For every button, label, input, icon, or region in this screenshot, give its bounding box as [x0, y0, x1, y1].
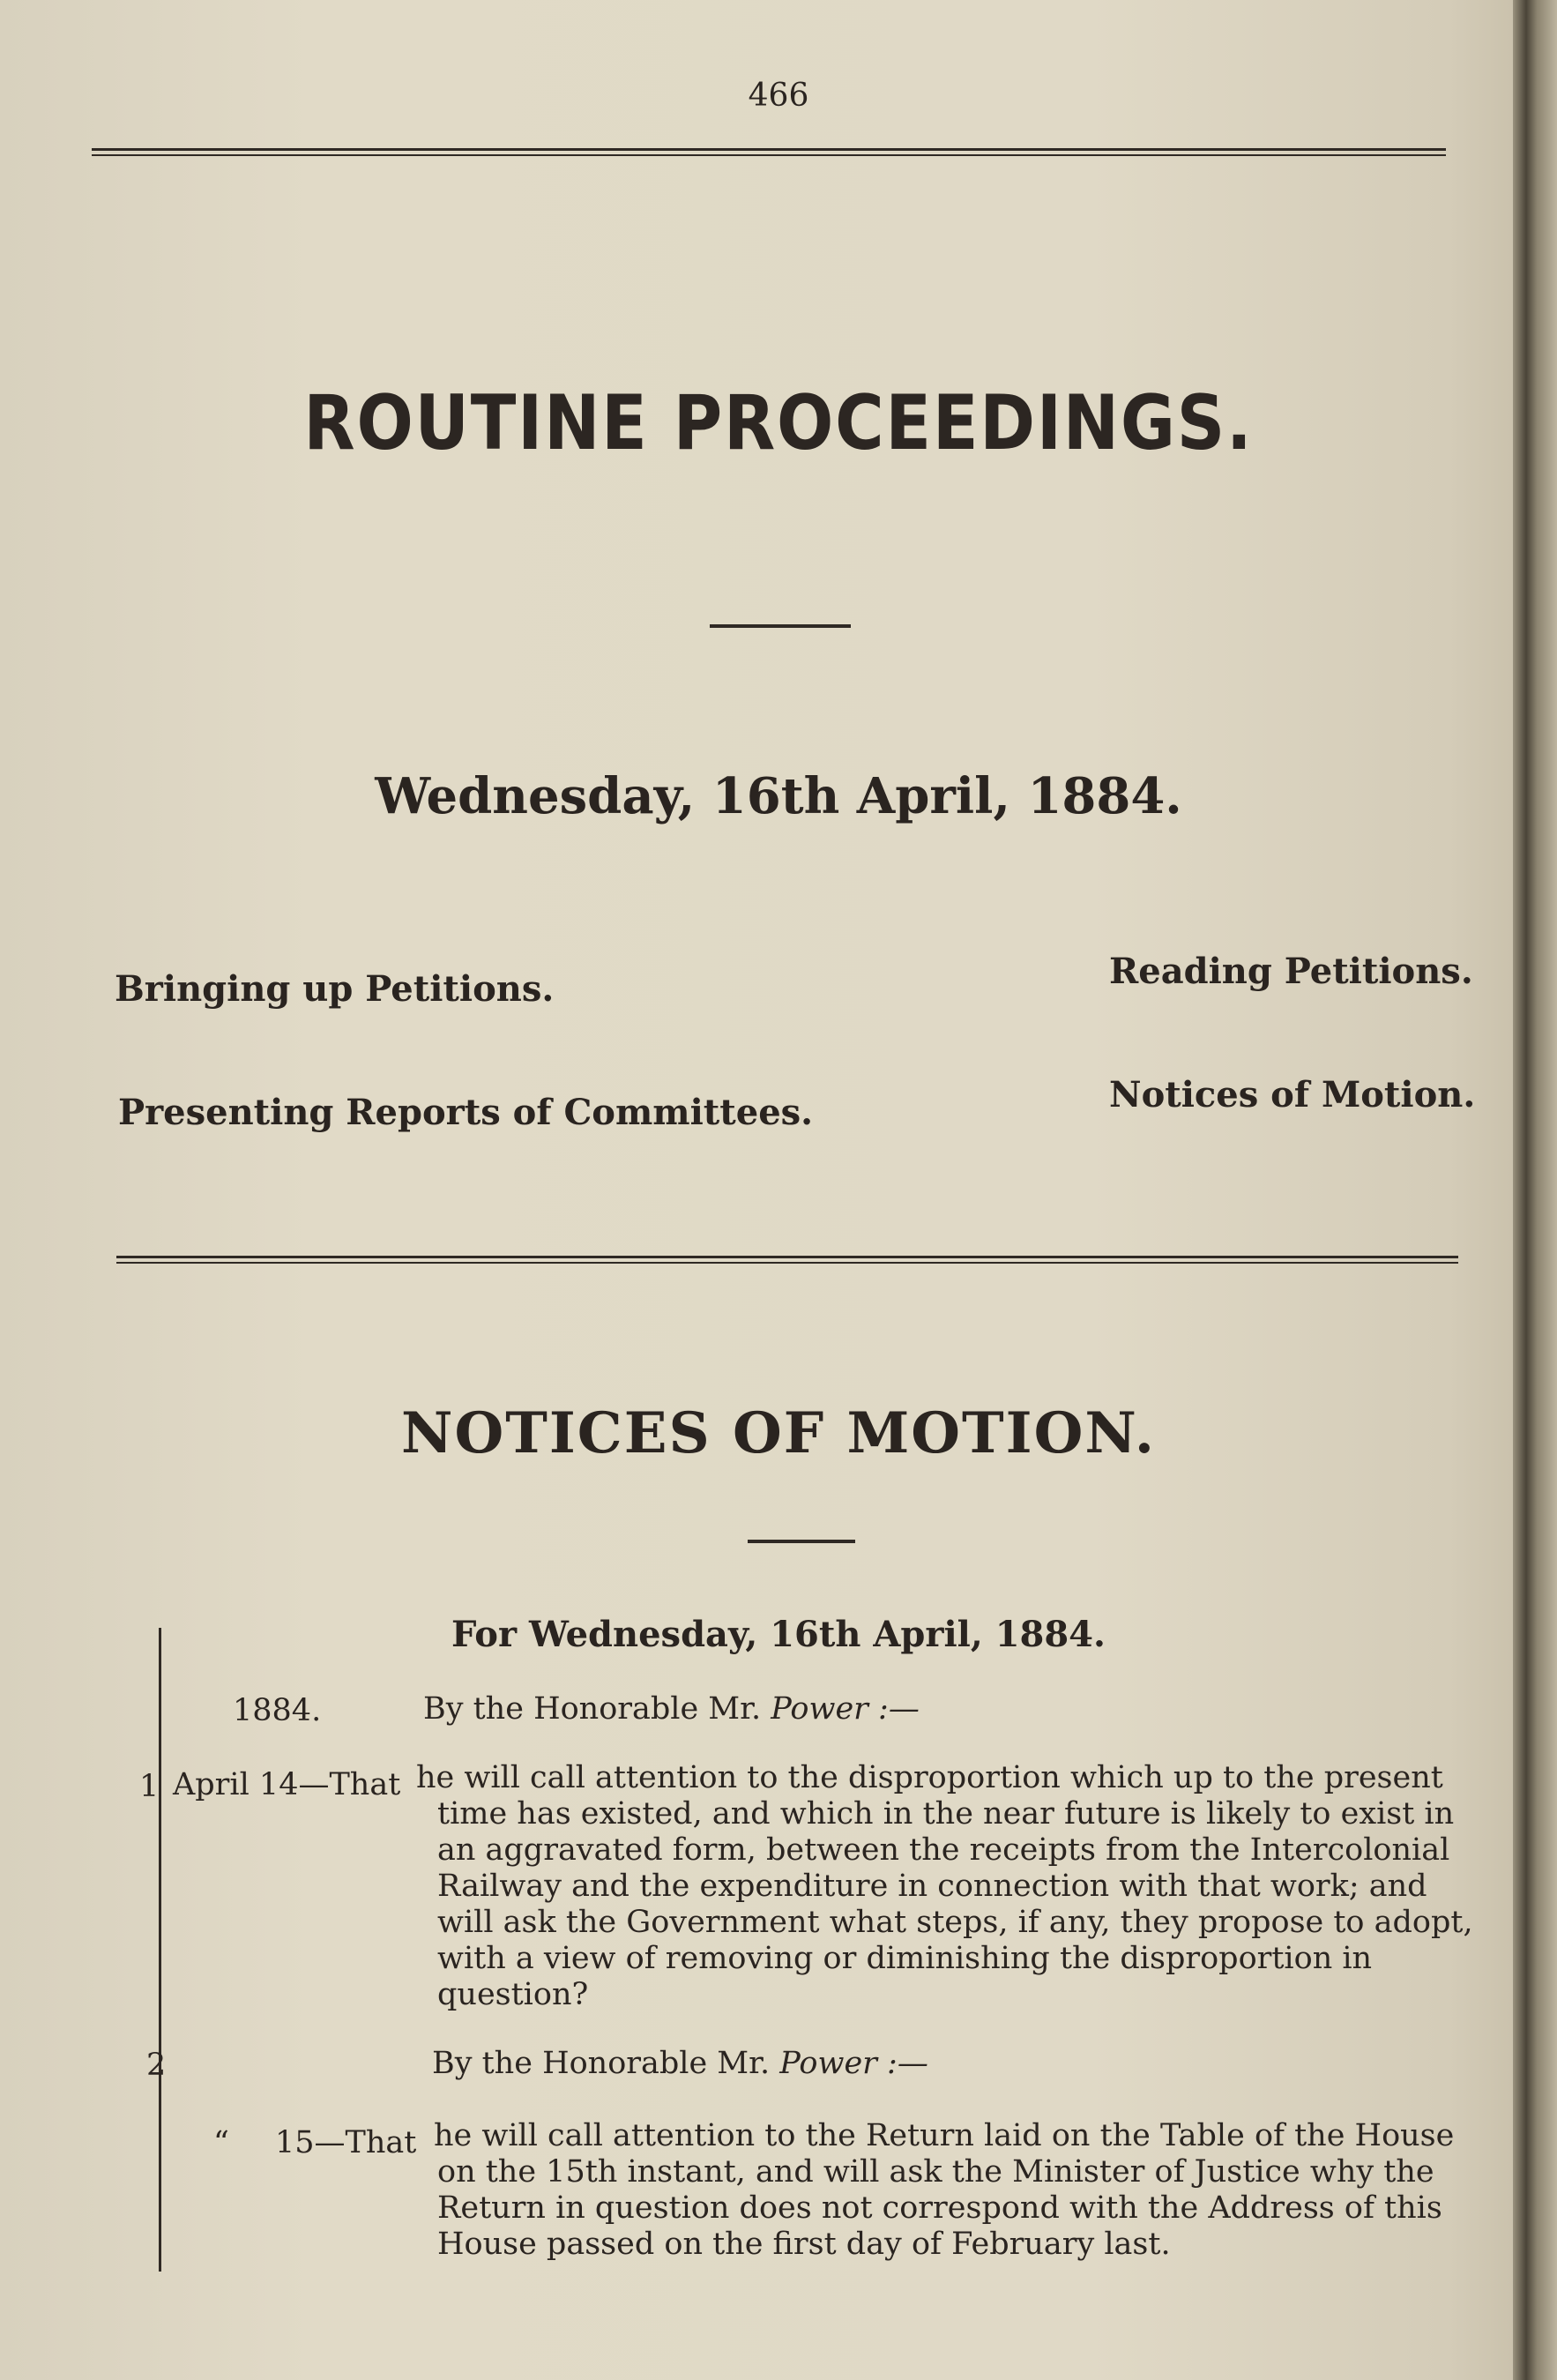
motion-2-continuation: on the 15th instant, and will ask the Minister of Justice why the Return in question does not correspond with the Address of this House passed on the first day of February last. [437, 2154, 1442, 2262]
section-divider [710, 624, 851, 628]
motion-1-text [416, 1760, 1486, 2013]
ditto-mark: “ [213, 2125, 229, 2160]
motion-2-mover [432, 2046, 928, 2081]
mover-name: Power [779, 2046, 877, 2081]
mover-prefix: By the Honorable Mr. [432, 2046, 771, 2081]
section-divider [748, 1540, 855, 1543]
motion-1-mover [423, 1691, 920, 1727]
motion-2-number: 2 [146, 2048, 167, 2083]
motion-1-first-line: he will call attention to the disproportion which up to the present [416, 1760, 1443, 1795]
sitting-date-heading: Wednesday, 16th April, 1884. [375, 767, 1182, 825]
motion-2-first-line: he will call attention to the Return laid on the Table of the House [434, 2118, 1455, 2153]
motion-2-text [434, 2118, 1486, 2263]
mover-prefix: By the Honorable Mr. [423, 1691, 762, 1727]
mover-name: Power [771, 1691, 868, 1727]
motion-2-date: 15—That [275, 2125, 417, 2160]
middle-double-rule [116, 1256, 1458, 1264]
for-date-heading: For Wednesday, 16th April, 1884. [451, 1614, 1106, 1655]
motion-1-continuation: time has existed, and which in the near future is likely to exist in an aggravated form, between the receipts from the Intercolonial Railway and the expenditure in connection with that work; and will ask the Government what steps, if any, they propose to adopt, with a view of removing or diminishing the disproportion in question? [437, 1796, 1473, 2012]
motion-1-date: April 14—That [173, 1767, 401, 1802]
routine-proceedings-title: ROUTINE PROCEEDINGS. [303, 379, 1254, 467]
routine-item-presenting-reports: Presenting Reports of Committees. [118, 1092, 814, 1133]
top-double-rule [92, 148, 1446, 156]
motion-1-number: 1 [139, 1769, 160, 1804]
book-spine-edge [1513, 0, 1557, 2380]
routine-item-bringing-up-petitions: Bringing up Petitions. [115, 968, 555, 1010]
page-number: 466 [748, 78, 809, 114]
notices-of-motion-title: NOTICES OF MOTION. [400, 1400, 1157, 1466]
margin-rule [159, 1628, 161, 2272]
year-label: 1884. [233, 1693, 322, 1728]
routine-item-notices-of-motion: Notices of Motion. [1109, 1074, 1476, 1115]
routine-item-reading-petitions: Reading Petitions. [1109, 951, 1473, 992]
mover-suffix: :— [887, 2046, 928, 2081]
mover-suffix: :— [878, 1691, 920, 1727]
